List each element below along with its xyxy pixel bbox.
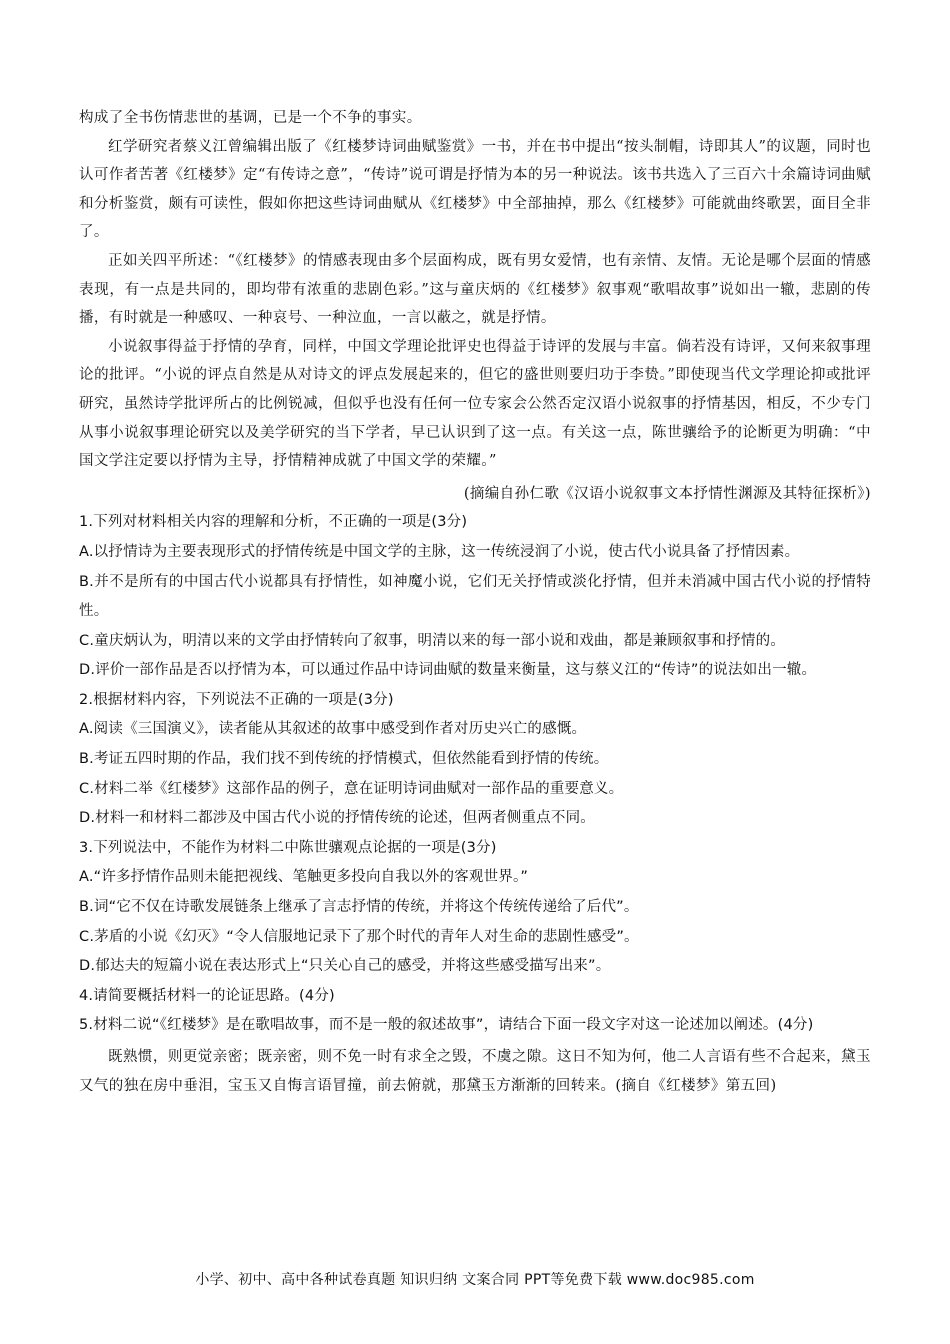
- passage-paragraph: 构成了全书伤情悲世的基调，已是一个不争的事实。: [79, 110, 422, 126]
- exam-page: [79, 104, 871, 1100]
- passage-paragraph: 红学研究者蔡义江曾编辑出版了《红楼梦诗词曲赋鉴赏》一书，并在书中提出“按头制帽，诗即其人”的议题，同时也认可作者苦著《红楼梦》定“有传诗之意”，“传诗”说可谓是抒情为本的另一种说法。该书共选入了三百六十余篇诗词曲赋和分析鉴赏，颇有可读性，假如你把这些诗词曲赋从《红楼梦》中全部抽掉，那么《红楼梦》可能就曲终歌罢，面目全非了。: [79, 138, 871, 241]
- excerpt-paragraph: 既熟惯，则更觉亲密；既亲密，则不免一时有求全之毁，不虞之隙。这日不知为何，他二人言语有些不合起来，黛玉又气的独在房中垂泪，宝玉又自悔言语冒撞，前去俯就，那黛玉方渐渐的回转来。(摘自《红楼梦》第五回): [79, 1049, 871, 1094]
- question-3: 3.下列说法中，不能作为材料二中陈世骧观点论据的一项是(3分): [79, 839, 497, 856]
- question-2-option-c: C.材料二举《红楼梦》这部作品的例子，意在证明诗词曲赋对一部作品的重要意义。: [79, 780, 624, 797]
- question-2-option-d: D.材料一和材料二都涉及中国古代小说的抒情传统的论述，但两者侧重点不同。: [79, 810, 595, 827]
- passage-source: (摘编自孙仁歌《汉语小说叙事文本抒情性渊源及其特征探析》): [463, 485, 871, 502]
- question-1: 1.下列对材料相关内容的理解和分析，不正确的一项是(3分): [79, 514, 468, 531]
- question-4: 4.请简要概括材料一的论证思路。(4分): [79, 987, 335, 1004]
- footer-text: 小学、初中、高中各种试卷真题 知识归纳 文案合同 PPT等免费下载 www.doc985.com: [195, 1272, 755, 1288]
- question-2-option-b: B.考证五四时期的作品，我们找不到传统的抒情模式，但依然能看到抒情的传统。: [79, 751, 609, 768]
- question-3-option-c: C.茅盾的小说《幻灭》“令人信服地记录下了那个时代的青年人对生命的悲剧性感受”。: [79, 928, 639, 945]
- question-3-option-b: B.词“它不仅在诗歌发展链条上继承了言志抒情的传统，并将这个传统传递给了后代”。: [79, 899, 639, 916]
- question-1-option-c: C.童庆炳认为，明清以来的文学由抒情转向了叙事，明清以来的每一部小说和戏曲，都是兼顾叙事和抒情的。: [79, 632, 786, 649]
- question-2-option-a: A.阅读《三国演义》，读者能从其叙述的故事中感受到作者对历史兴亡的感慨。: [79, 721, 587, 738]
- passage-paragraph: 正如关四平所述：“《红楼梦》的情感表现由多个层面构成，既有男女爱情，也有亲情、友情。无论是哪个层面的情感表现，有一点是共同的，即均带有浓重的悲剧色彩。”这与童庆炳的《红楼梦》叙事观“歌唱故事”说如出一辙，悲剧的传播，有时就是一种感叹、一种哀号、一种泣血，一言以蔽之，就是抒情。: [79, 252, 871, 327]
- question-1-option-a: A.以抒情诗为主要表现形式的抒情传统是中国文学的主脉，这一传统浸润了小说，使古代小说具备了抒情因素。: [79, 543, 800, 560]
- question-3-option-a: A.“许多抒情作品则未能把视线、笔触更多投向自我以外的客观世界。”: [79, 869, 529, 886]
- question-5: 5.材料二说“《红楼梦》是在歌唱故事，而不是一般的叙述故事”，请结合下面一段文字对这一论述加以阐述。(4分): [79, 1017, 814, 1034]
- question-1-option-b: B.并不是所有的中国古代小说都具有抒情性，如神魔小说，它们无关抒情或淡化抒情，但并未消减中国古代小说的抒情特性。: [79, 573, 871, 620]
- question-1-option-d: D.评价一部作品是否以抒情为本，可以通过作品中诗词曲赋的数量来衡量，这与蔡义江的“传诗”的说法如出一辙。: [79, 662, 817, 679]
- question-3-option-d: D.郁达夫的短篇小说在表达形式上“只关心自己的感受，并将这些感受描写出来”。: [79, 958, 611, 975]
- passage-paragraph: 小说叙事得益于抒情的孕育，同样，中国文学理论批评史也得益于诗评的发展与丰富。倘若没有诗评，又何来叙事理论的批评。“小说的评点自然是从对诗文的评点发展起来的，但它的盛世则要归功于李贽。”即使现当代文学理论抑或批评研究，虽然诗学批评所占的比例锐减，但似乎也没有任何一位专家会公然否定汉语小说叙事的抒情基因，相反，不少专门从事小说叙事理论研究以及美学研究的当下学者，早已认识到了这一点。有关这一点，陈世骧给予的论断更为明确：“中国文学注定要以抒情为主导，抒情精神成就了中国文学的荣耀。”: [79, 338, 871, 470]
- question-2: 2.根据材料内容，下列说法不正确的一项是(3分): [79, 691, 394, 708]
